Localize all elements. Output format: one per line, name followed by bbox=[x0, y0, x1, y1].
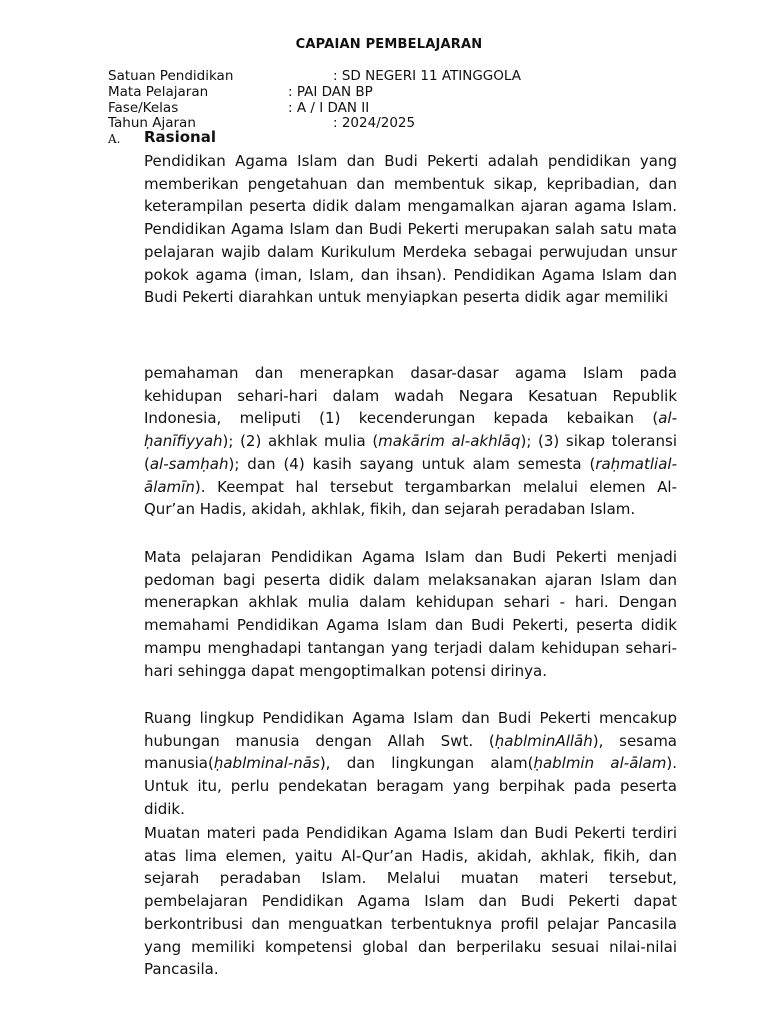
arabic-term: makārim al-akhlāq bbox=[378, 432, 521, 451]
text-run: pemahaman dan menerapkan dasar-dasar agama Islam pada kehidupan sehari-hari dalam wadah Negara Kesatuan Republik Indonesia, meliputi (1) kecenderungan kepada kebaikan ( bbox=[144, 364, 677, 428]
text-run: Ruang lingkup Pendidikan Agama Islam dan Budi Pekerti mencakup hubungan manusia dengan Allah Swt. ( bbox=[144, 709, 677, 750]
meta-label-school: Satuan Pendidikan bbox=[108, 68, 234, 84]
arabic-term: ḥablminal-nās bbox=[213, 754, 320, 773]
paragraph-rationale-3 bbox=[144, 546, 677, 682]
document-title: CAPAIAN PEMBELAJARAN bbox=[295, 37, 483, 52]
arabic-term: raḥmatlial-ālamīn bbox=[144, 454, 677, 496]
meta-value-school: : SD NEGERI 11 ATINGGOLA bbox=[333, 68, 521, 84]
paragraph-rationale-1 bbox=[144, 150, 677, 309]
text-run: ). Keempat hal tersebut tergambarkan melalui elemen Al-Qur’an Hadis, akidah, akhlak, fikih, dan sejarah peradaban Islam. bbox=[144, 477, 677, 519]
meta-label-subject: Mata Pelajaran bbox=[108, 84, 209, 100]
text-run: ). Untuk itu, perlu pendekatan beragam yang berpihak pada peserta didik. bbox=[144, 754, 677, 818]
text-run: ); dan (4) kasih sayang untuk alam semesta ( bbox=[228, 454, 596, 473]
paragraph-rationale-2 bbox=[144, 362, 677, 521]
paragraph-rationale-5 bbox=[144, 822, 677, 981]
text-run: ), sesama manusia( bbox=[144, 731, 677, 773]
paragraph-rationale-4 bbox=[144, 707, 677, 821]
arabic-term: al-samḥah bbox=[149, 454, 229, 473]
text-run: ), dan lingkungan alam( bbox=[319, 754, 534, 773]
meta-label-year: Tahun Ajaran bbox=[108, 115, 196, 131]
section-letter: A. bbox=[108, 132, 121, 146]
section-heading: Rasional bbox=[144, 128, 216, 146]
paragraph-text: Muatan materi pada Pendidikan Agama Islam dan Budi Pekerti terdiri atas lima elemen, yaitu Al-Qur’an Hadis, akidah, akhlak, fikih, dan sejarah peradaban Islam. Melalui muatan materi tersebut, pembelajaran Pendidikan Agama Islam dan Budi Pekerti dapat berkontribusi dan menguatkan terbentuknya profil pelajar Pancasila yang memiliki kompetensi global dan berperilaku sesuai nilai-nilai Pancasila. bbox=[144, 824, 677, 979]
paragraph-text bbox=[144, 362, 677, 521]
text-run: ); (3) sikap toleransi ( bbox=[144, 432, 677, 473]
arabic-term: ḥablmin al-ālam bbox=[533, 754, 667, 773]
paragraph-text bbox=[144, 707, 677, 821]
meta-value-year: : 2024/2025 bbox=[333, 115, 416, 131]
arabic-term: ḥablminAllāh bbox=[494, 731, 593, 750]
text-run: ); (2) akhlak mulia ( bbox=[222, 432, 379, 451]
meta-label-phase: Fase/Kelas bbox=[108, 100, 179, 116]
paragraph-text: Pendidikan Agama Islam dan Budi Pekerti adalah pendidikan yang memberikan pengetahuan dan membentuk sikap, kepribadian, dan keterampilan peserta didik dalam mengamalkan ajaran agama Islam. Pendidikan Agama Islam dan Budi Pekerti merupakan salah satu mata pelajaran wajib dalam Kurikulum Merdeka sebagai perwujudan unsur pokok agama (iman, Islam, dan ihsan). Pendidikan Agama Islam dan Budi Pekerti diarahkan untuk menyiapkan peserta didik agar memiliki bbox=[144, 152, 677, 307]
paragraph-text: Mata pelajaran Pendidikan Agama Islam dan Budi Pekerti menjadi pedoman bagi peserta didik dalam melaksanakan ajaran Islam dan menerapkan akhlak mulia dalam kehidupan sehari - hari. Dengan memahami Pendidikan Agama Islam dan Budi Pekerti, peserta didik mampu menghadapi tantangan yang terjadi dalam kehidupan sehari-hari sehingga dapat mengoptimalkan potensi dirinya. bbox=[144, 548, 677, 680]
meta-value-subject: : PAI DAN BP bbox=[288, 84, 373, 100]
meta-value-phase: : A / I DAN II bbox=[288, 100, 370, 116]
arabic-term: al- ḥanīfiyyah bbox=[144, 409, 677, 451]
